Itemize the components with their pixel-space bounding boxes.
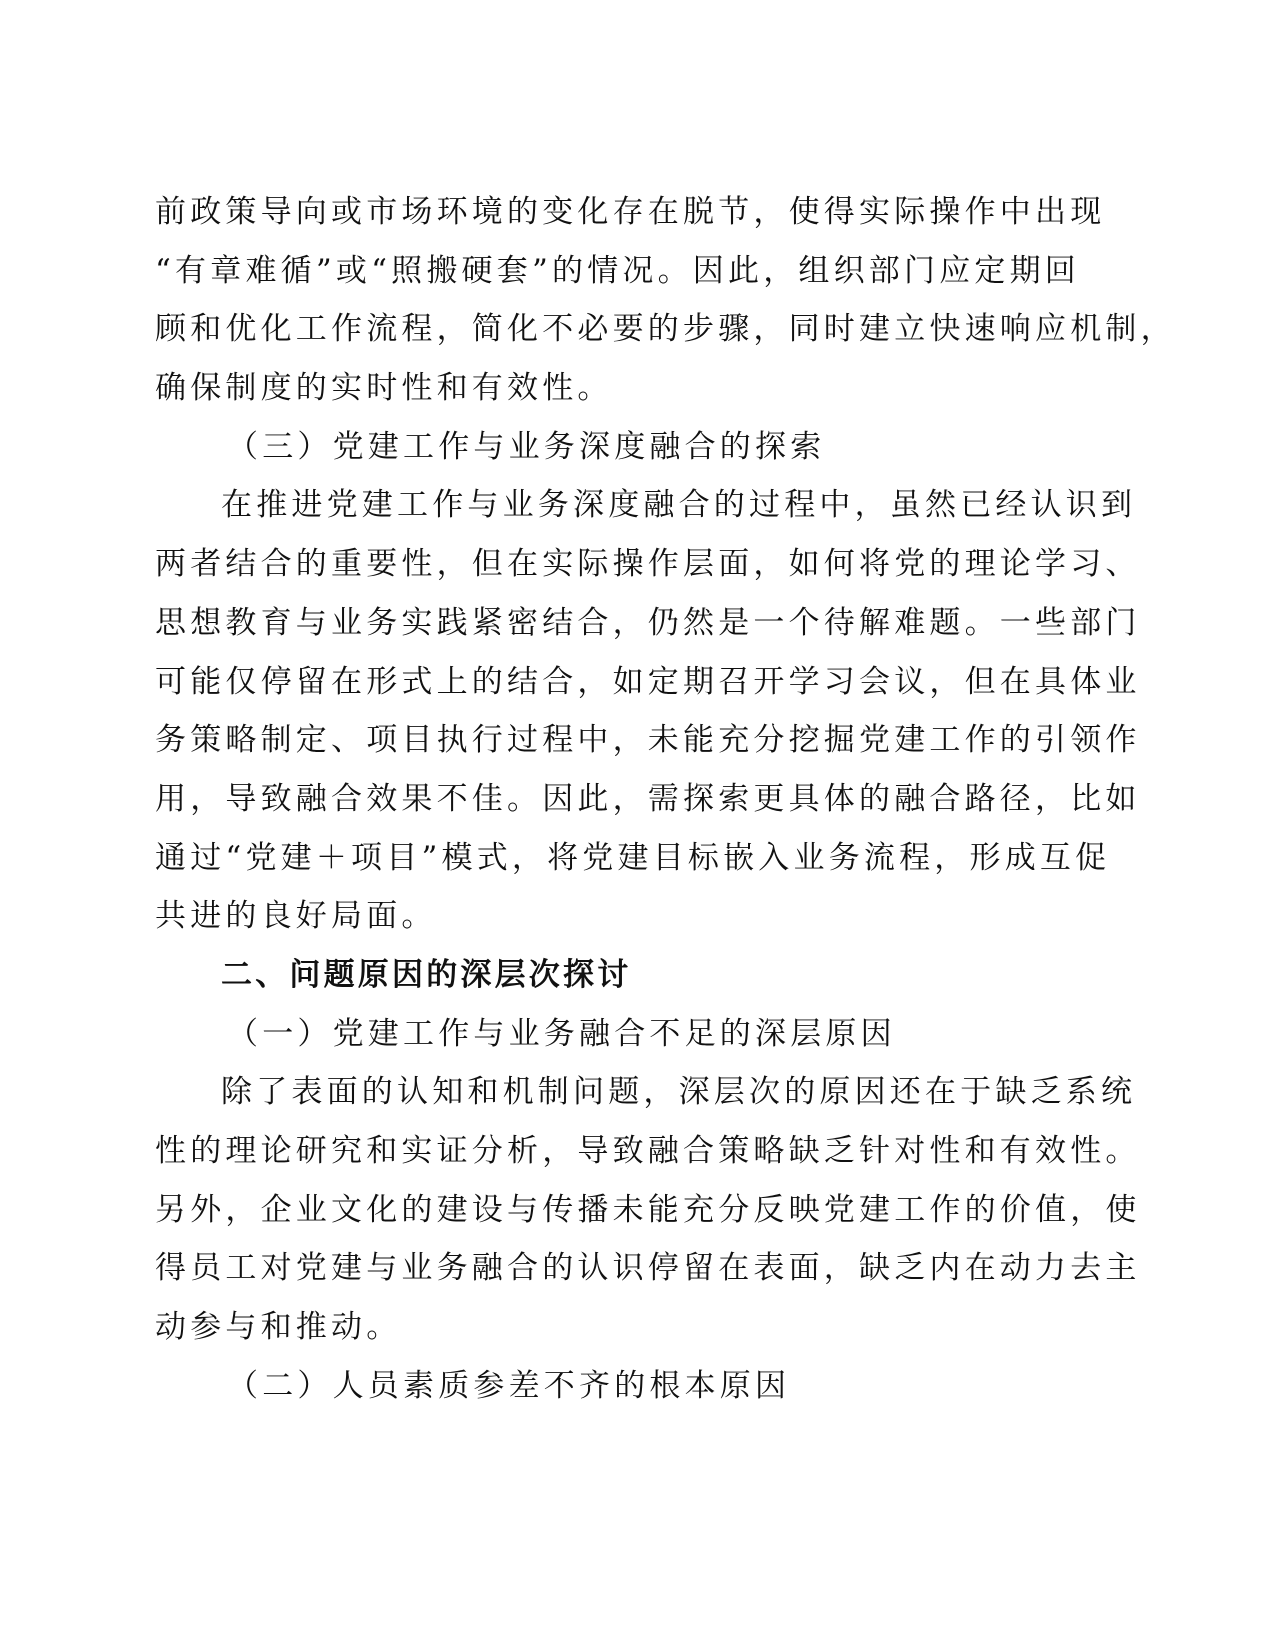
body-line: 前政策导向或市场环境的变化存在脱节，使得实际操作中出现 xyxy=(155,194,1106,230)
body-line: 通过“党建＋项目”模式，将党建目标嵌入业务流程，形成互促 xyxy=(155,839,1111,876)
document-body xyxy=(155,183,1176,1415)
subsection-heading-1: （一）党建工作与业务融合不足的深层原因 xyxy=(227,1015,896,1052)
section-heading-2: 二、问题原因的深层次探讨 xyxy=(221,956,632,993)
body-line: 性的理论研究和实证分析，导致融合策略缺乏针对性和有效性。 xyxy=(155,1133,1141,1169)
body-line: 确保制度的实时性和有效性。 xyxy=(155,370,613,407)
body-line: 思想教育与业务实践紧密结合，仍然是一个待解难题。一些部门 xyxy=(155,604,1141,641)
body-line: 务策略制定、项目执行过程中，未能充分挖掘党建工作的引领作 xyxy=(155,722,1141,759)
body-line: 动参与和推动。 xyxy=(155,1309,402,1346)
body-line: 顾和优化工作流程，简化不必要的步骤，同时建立快速响应机制， xyxy=(155,311,1176,348)
paragraph-first-line: 在推进党建工作与业务深度融合的过程中，虽然已经认识到 xyxy=(221,487,1137,524)
body-line: 另外，企业文化的建设与传播未能充分反映党建工作的价值，使 xyxy=(155,1191,1141,1228)
subsection-heading-2: （二）人员素质参差不齐的根本原因 xyxy=(227,1367,791,1404)
subsection-heading-3: （三）党建工作与业务深度融合的探索 xyxy=(227,428,826,465)
body-line: “有章难循”或“照搬硬套”的情况。因此，组织部门应定期回 xyxy=(155,252,1080,289)
body-line: 共进的良好局面。 xyxy=(155,898,437,935)
body-line: 两者结合的重要性，但在实际操作层面，如何将党的理论学习、 xyxy=(155,546,1141,583)
body-line: 用，导致融合效果不佳。因此，需探索更具体的融合路径，比如 xyxy=(155,780,1141,817)
body-line: 得员工对党建与业务融合的认识停留在表面，缺乏内在动力去主 xyxy=(155,1250,1141,1287)
paragraph-first-line: 除了表面的认知和机制问题，深层次的原因还在于缺乏系统 xyxy=(221,1074,1137,1111)
body-line: 可能仅停留在形式上的结合，如定期召开学习会议，但在具体业 xyxy=(155,663,1141,700)
